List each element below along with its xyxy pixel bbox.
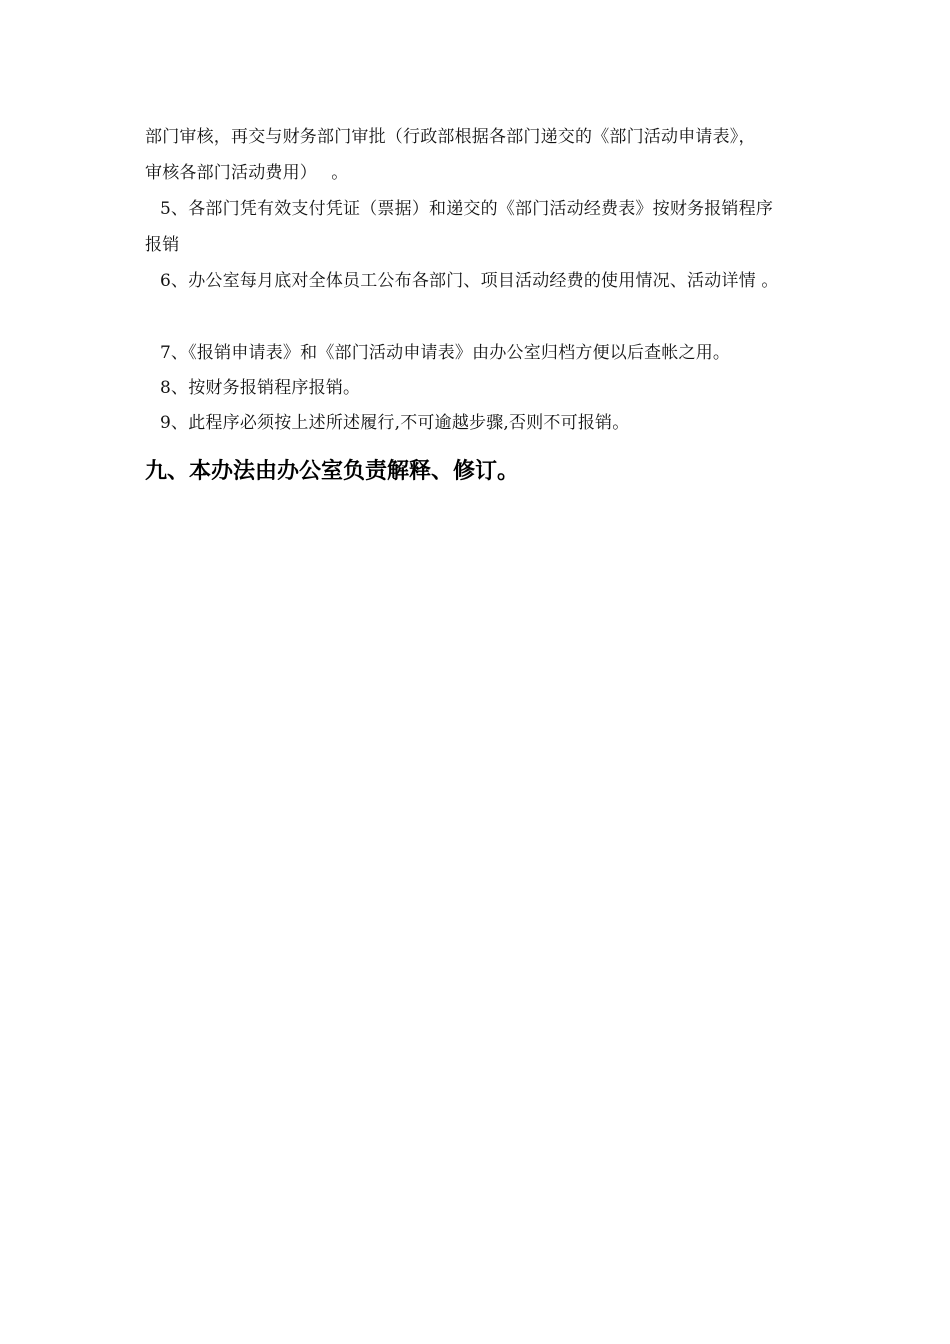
list-item-8: 8、按财务报销程序报销。 — [160, 378, 361, 398]
list-item-5: 5、各部门凭有效支付凭证（票据）和递交的《部门活动经费表》按财务报销程序 — [160, 199, 774, 219]
section-heading: 九、本办法由办公室负责解释、修订。 — [145, 459, 520, 484]
list-item-7: 7、《报销申请表》和《部门活动申请表》由办公室归档方便以后查帐之用。 — [160, 343, 731, 363]
paragraph-line: 审核各部门活动费用） 。 — [145, 163, 349, 183]
list-item-9: 9、此程序必须按上述所述履行,不可逾越步骤,否则不可报销。 — [160, 413, 630, 433]
list-item-6: 6、办公室每月底对全体员工公布各部门、项目活动经费的使用情况、活动详情 。 — [160, 271, 779, 291]
paragraph-line: 部门审核，再交与财务部门审批（行政部根据各部门递交的《部门活动申请表》， — [145, 127, 756, 147]
list-item-5-continuation: 报销 — [145, 235, 180, 255]
